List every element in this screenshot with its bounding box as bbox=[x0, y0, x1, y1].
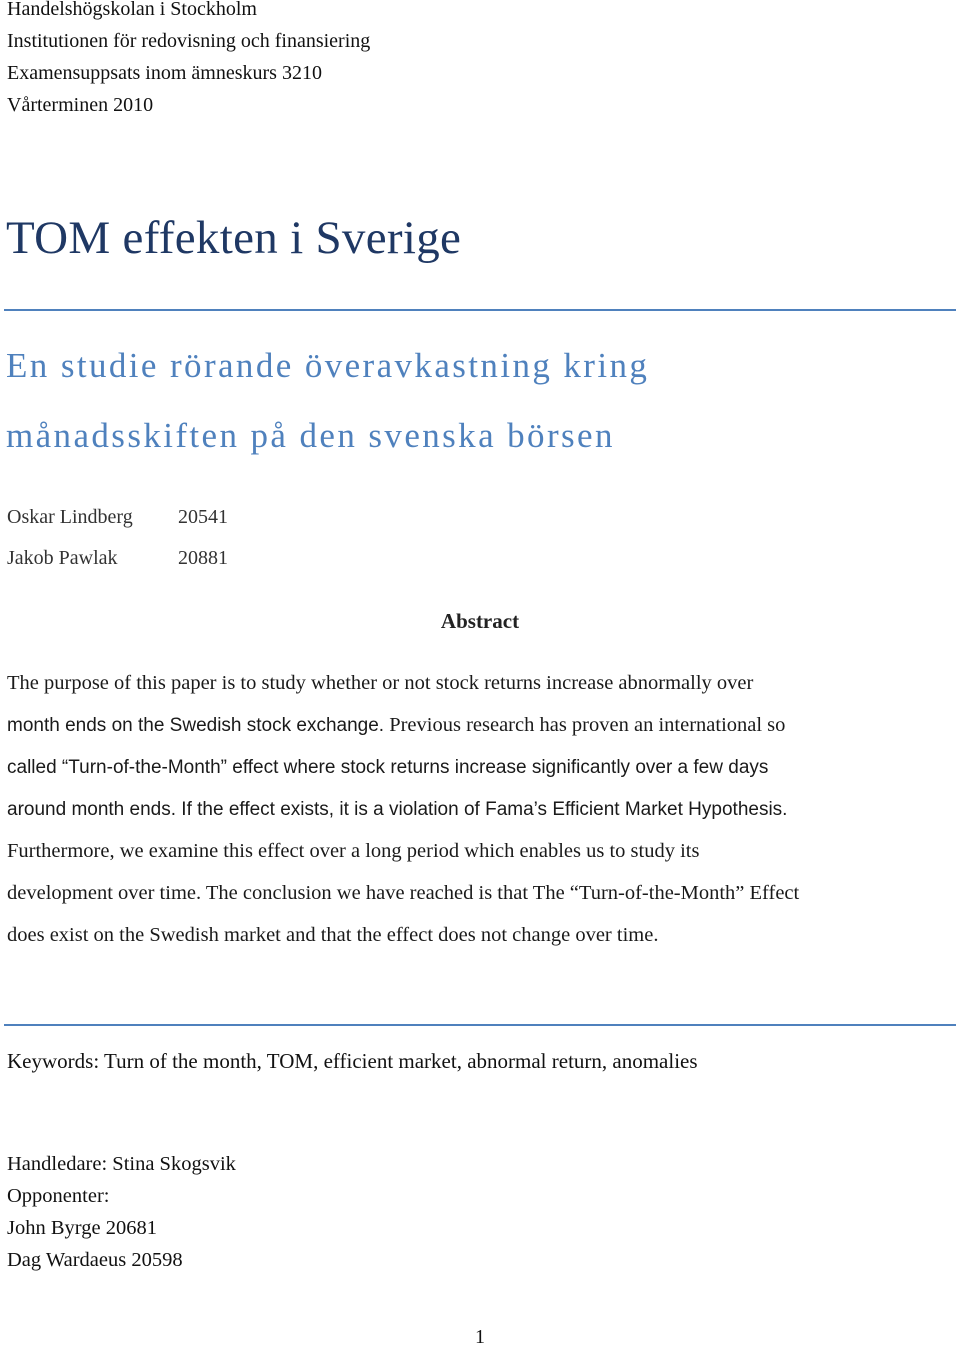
abstract-text-segment: around month ends. bbox=[7, 799, 177, 820]
subtitle-line-2: månadsskiften på den svenska börsen bbox=[6, 416, 615, 455]
abstract-line: Furthermore, we examine this effect over a long period which enables us to study its bbox=[7, 840, 700, 862]
school-name: Handelshögskolan i Stockholm bbox=[7, 0, 257, 20]
abstract-line bbox=[7, 754, 768, 781]
author-id: 20881 bbox=[178, 547, 228, 569]
abstract-text-segment: month ends on the Swedish stock exchange. bbox=[7, 715, 385, 736]
abstract-text-segment: called “Turn-of-the-Month” effect where stock returns increase significantly over a few days bbox=[7, 757, 769, 778]
abstract-line bbox=[7, 796, 787, 823]
course-name: Examensuppsats inom ämneskurs 3210 bbox=[7, 62, 322, 84]
department-name: Institutionen för redovisning och finansiering bbox=[7, 30, 371, 52]
opponents-label: Opponenter: bbox=[7, 1185, 110, 1207]
page-title: TOM effekten i Sverige bbox=[6, 212, 462, 264]
term: Vårterminen 2010 bbox=[7, 94, 154, 116]
supervisor: Handledare: Stina Skogsvik bbox=[7, 1153, 236, 1175]
abstract-text-segment: Previous research has proven an international so bbox=[384, 714, 786, 736]
keywords-divider bbox=[4, 1024, 956, 1026]
abstract-text-segment: If the effect exists, it is a violation of Fama’s Efficient Market Hypothesis. bbox=[176, 799, 788, 820]
abstract-heading: Abstract bbox=[440, 609, 520, 633]
abstract-line bbox=[7, 712, 785, 739]
page-number: 1 bbox=[475, 1326, 485, 1348]
abstract-line: does exist on the Swedish market and that the effect does not change over time. bbox=[7, 924, 659, 946]
opponent: John Byrge 20681 bbox=[7, 1217, 157, 1239]
author-id: 20541 bbox=[178, 506, 228, 528]
author-name: Oskar Lindberg bbox=[7, 506, 133, 528]
subtitle-line-1: En studie rörande överavkastning kring bbox=[6, 346, 650, 385]
abstract-line: development over time. The conclusion we have reached is that The “Turn-of-the-Month” Effect bbox=[7, 882, 800, 904]
opponent: Dag Wardaeus 20598 bbox=[7, 1249, 183, 1271]
title-divider bbox=[4, 309, 956, 311]
keywords: Keywords: Turn of the month, TOM, efficient market, abnormal return, anomalies bbox=[7, 1049, 698, 1073]
author-name: Jakob Pawlak bbox=[7, 547, 118, 569]
abstract-line: The purpose of this paper is to study whether or not stock returns increase abnormally over bbox=[7, 672, 754, 694]
